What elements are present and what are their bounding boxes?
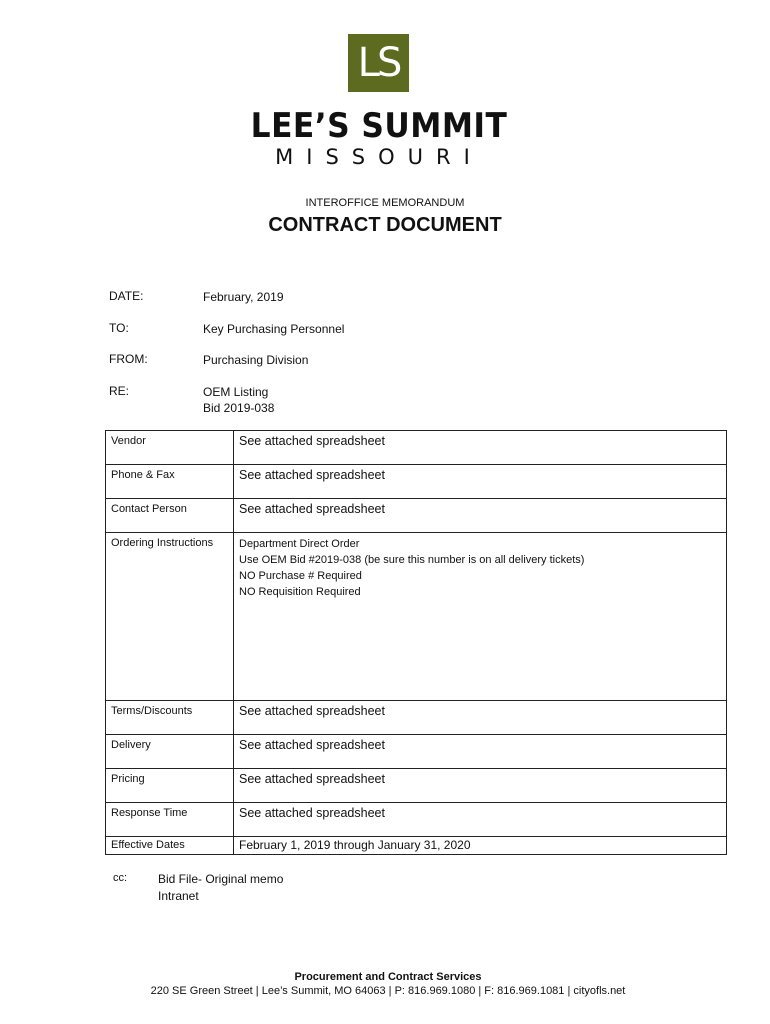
cc-item: Bid File- Original memo: [158, 872, 284, 886]
table-row: [106, 769, 727, 803]
ordering-line: NO Requisition Required: [239, 586, 361, 598]
cc-list: [158, 871, 283, 905]
pricing-value: See attached spreadsheet: [234, 769, 727, 803]
table-row: [106, 499, 727, 533]
contract-table: [105, 430, 727, 855]
terms-value: See attached spreadsheet: [234, 701, 727, 735]
document-title: CONTRACT DOCUMENT: [268, 214, 502, 236]
table-row: [106, 431, 727, 465]
table-row: [106, 803, 727, 837]
delivery-label: Delivery: [106, 735, 234, 769]
table-row: [106, 837, 727, 855]
terms-label: Terms/Discounts: [106, 701, 234, 735]
ordering-line: Department Direct Order: [239, 538, 360, 550]
effective-dates-value: February 1, 2019 through January 31, 2020: [234, 837, 727, 855]
meta-date-label: DATE:: [109, 289, 144, 303]
contact-person-label: Contact Person: [106, 499, 234, 533]
meta-re-label: RE:: [109, 384, 130, 398]
cc-item: Intranet: [158, 889, 199, 903]
response-time-value: See attached spreadsheet: [234, 803, 727, 837]
footer-title: Procurement and Contract Services: [294, 971, 482, 983]
table-row: [106, 701, 727, 735]
logo-monogram: LS: [357, 40, 400, 86]
meta-re-value: [203, 384, 603, 416]
pricing-label: Pricing: [106, 769, 234, 803]
meta-from-value: Purchasing Division: [203, 353, 309, 367]
meta-from-label: FROM:: [109, 352, 148, 366]
cc-label: cc:: [113, 872, 128, 884]
phone-fax-value: See attached spreadsheet: [234, 465, 727, 499]
meta-re-line-1: OEM Listing: [203, 385, 269, 399]
footer-address: 220 SE Green Street | Lee’s Summit, MO 64063 | P: 816.969.1080 | F: 816.969.1081 | cityofls.net: [150, 985, 626, 997]
table-row: [106, 735, 727, 769]
state-name: MISSOURI: [275, 145, 483, 169]
meta-to-label: TO:: [109, 321, 129, 335]
effective-dates-label: Effective Dates: [106, 837, 234, 855]
table-row: [106, 533, 727, 701]
meta-to-value: Key Purchasing Personnel: [203, 322, 345, 336]
phone-fax-label: Phone & Fax: [106, 465, 234, 499]
city-logo: [348, 34, 409, 92]
ordering-line: NO Purchase # Required: [239, 570, 362, 582]
meta-re-line-2: Bid 2019-038: [203, 401, 275, 415]
delivery-value: See attached spreadsheet: [234, 735, 727, 769]
ordering-line: Use OEM Bid #2019-038 (be sure this number is on all delivery tickets): [239, 554, 585, 566]
response-time-label: Response Time: [106, 803, 234, 837]
memo-label: INTEROFFICE MEMORANDUM: [305, 197, 465, 209]
ordering-label: Ordering Instructions: [106, 533, 234, 701]
ordering-value: [234, 533, 727, 701]
vendor-label: Vendor: [106, 431, 234, 465]
contact-person-value: See attached spreadsheet: [234, 499, 727, 533]
table-row: [106, 465, 727, 499]
meta-date-value: February, 2019: [203, 290, 284, 304]
vendor-value: See attached spreadsheet: [234, 431, 727, 465]
city-name: LEE’S SUMMIT: [250, 106, 508, 146]
